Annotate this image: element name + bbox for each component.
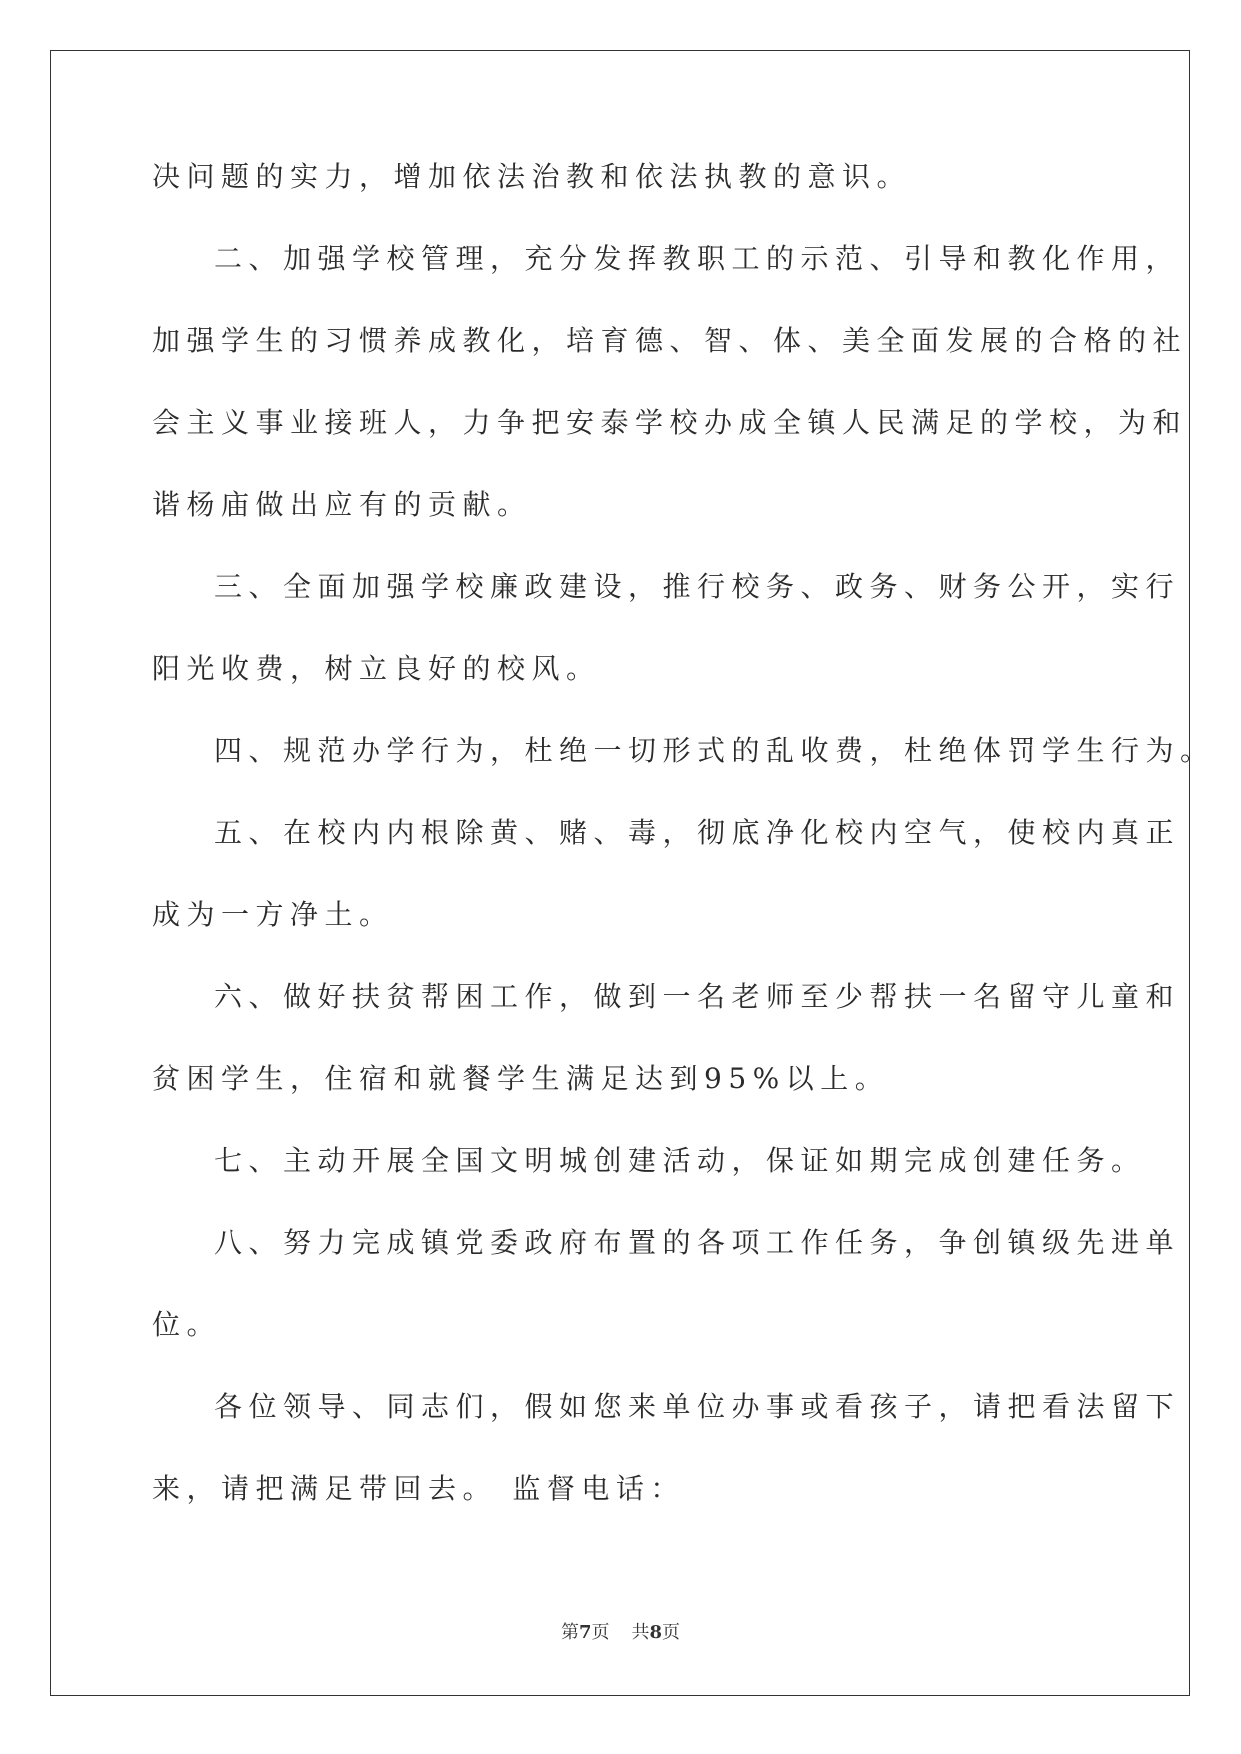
page-indicator: 第7页 <box>560 1622 610 1643</box>
text-line: 七、主动开展全国文明城创建活动，保证如期完成创建任务。 <box>214 1144 1146 1177</box>
text-line: 谐杨庙做出应有的贡献。 <box>152 488 532 521</box>
text-line: 阳光收费，树立良好的校风。 <box>152 652 601 685</box>
text-line: 三、全面加强学校廉政建设，推行校务、政务、财务公开，实行 <box>214 570 1181 603</box>
text-line: 二、加强学校管理，充分发挥教职工的示范、引导和教化作用， <box>214 242 1181 275</box>
document-body <box>152 160 1215 1556</box>
text-line: 决问题的实力，增加依法治教和依法执教的意识。 <box>152 160 912 193</box>
text-line: 五、在校内内根除黄、赌、毒，彻底净化校内空气，使校内真正 <box>214 816 1181 849</box>
text-line: 会主义事业接班人，力争把安泰学校办成全镇人民满足的学校，为和 <box>152 406 1188 439</box>
total-pages-indicator: 共8页 <box>631 1622 681 1643</box>
text-line: 八、努力完成镇党委政府布置的各项工作任务，争创镇级先进单 <box>214 1226 1181 1259</box>
text-line: 加强学生的习惯养成教化，培育德、智、体、美全面发展的合格的社 <box>152 324 1188 357</box>
text-line: 六、做好扶贫帮困工作，做到一名老师至少帮扶一名留守儿童和 <box>214 980 1181 1013</box>
text-line: 各位领导、同志们，假如您来单位办事或看孩子，请把看法留下 <box>214 1390 1181 1423</box>
text-line: 成为一方净土。 <box>152 898 394 931</box>
page-footer <box>0 1623 1241 1643</box>
text-line: 四、规范办学行为，杜绝一切形式的乱收费，杜绝体罚学生行为。 <box>214 734 1215 767</box>
text-line: 来，请把满足带回去。 监督电话： <box>152 1472 685 1505</box>
text-line: 贫困学生，住宿和就餐学生满足达到95%以上。 <box>152 1062 890 1095</box>
text-line: 位。 <box>152 1308 222 1341</box>
